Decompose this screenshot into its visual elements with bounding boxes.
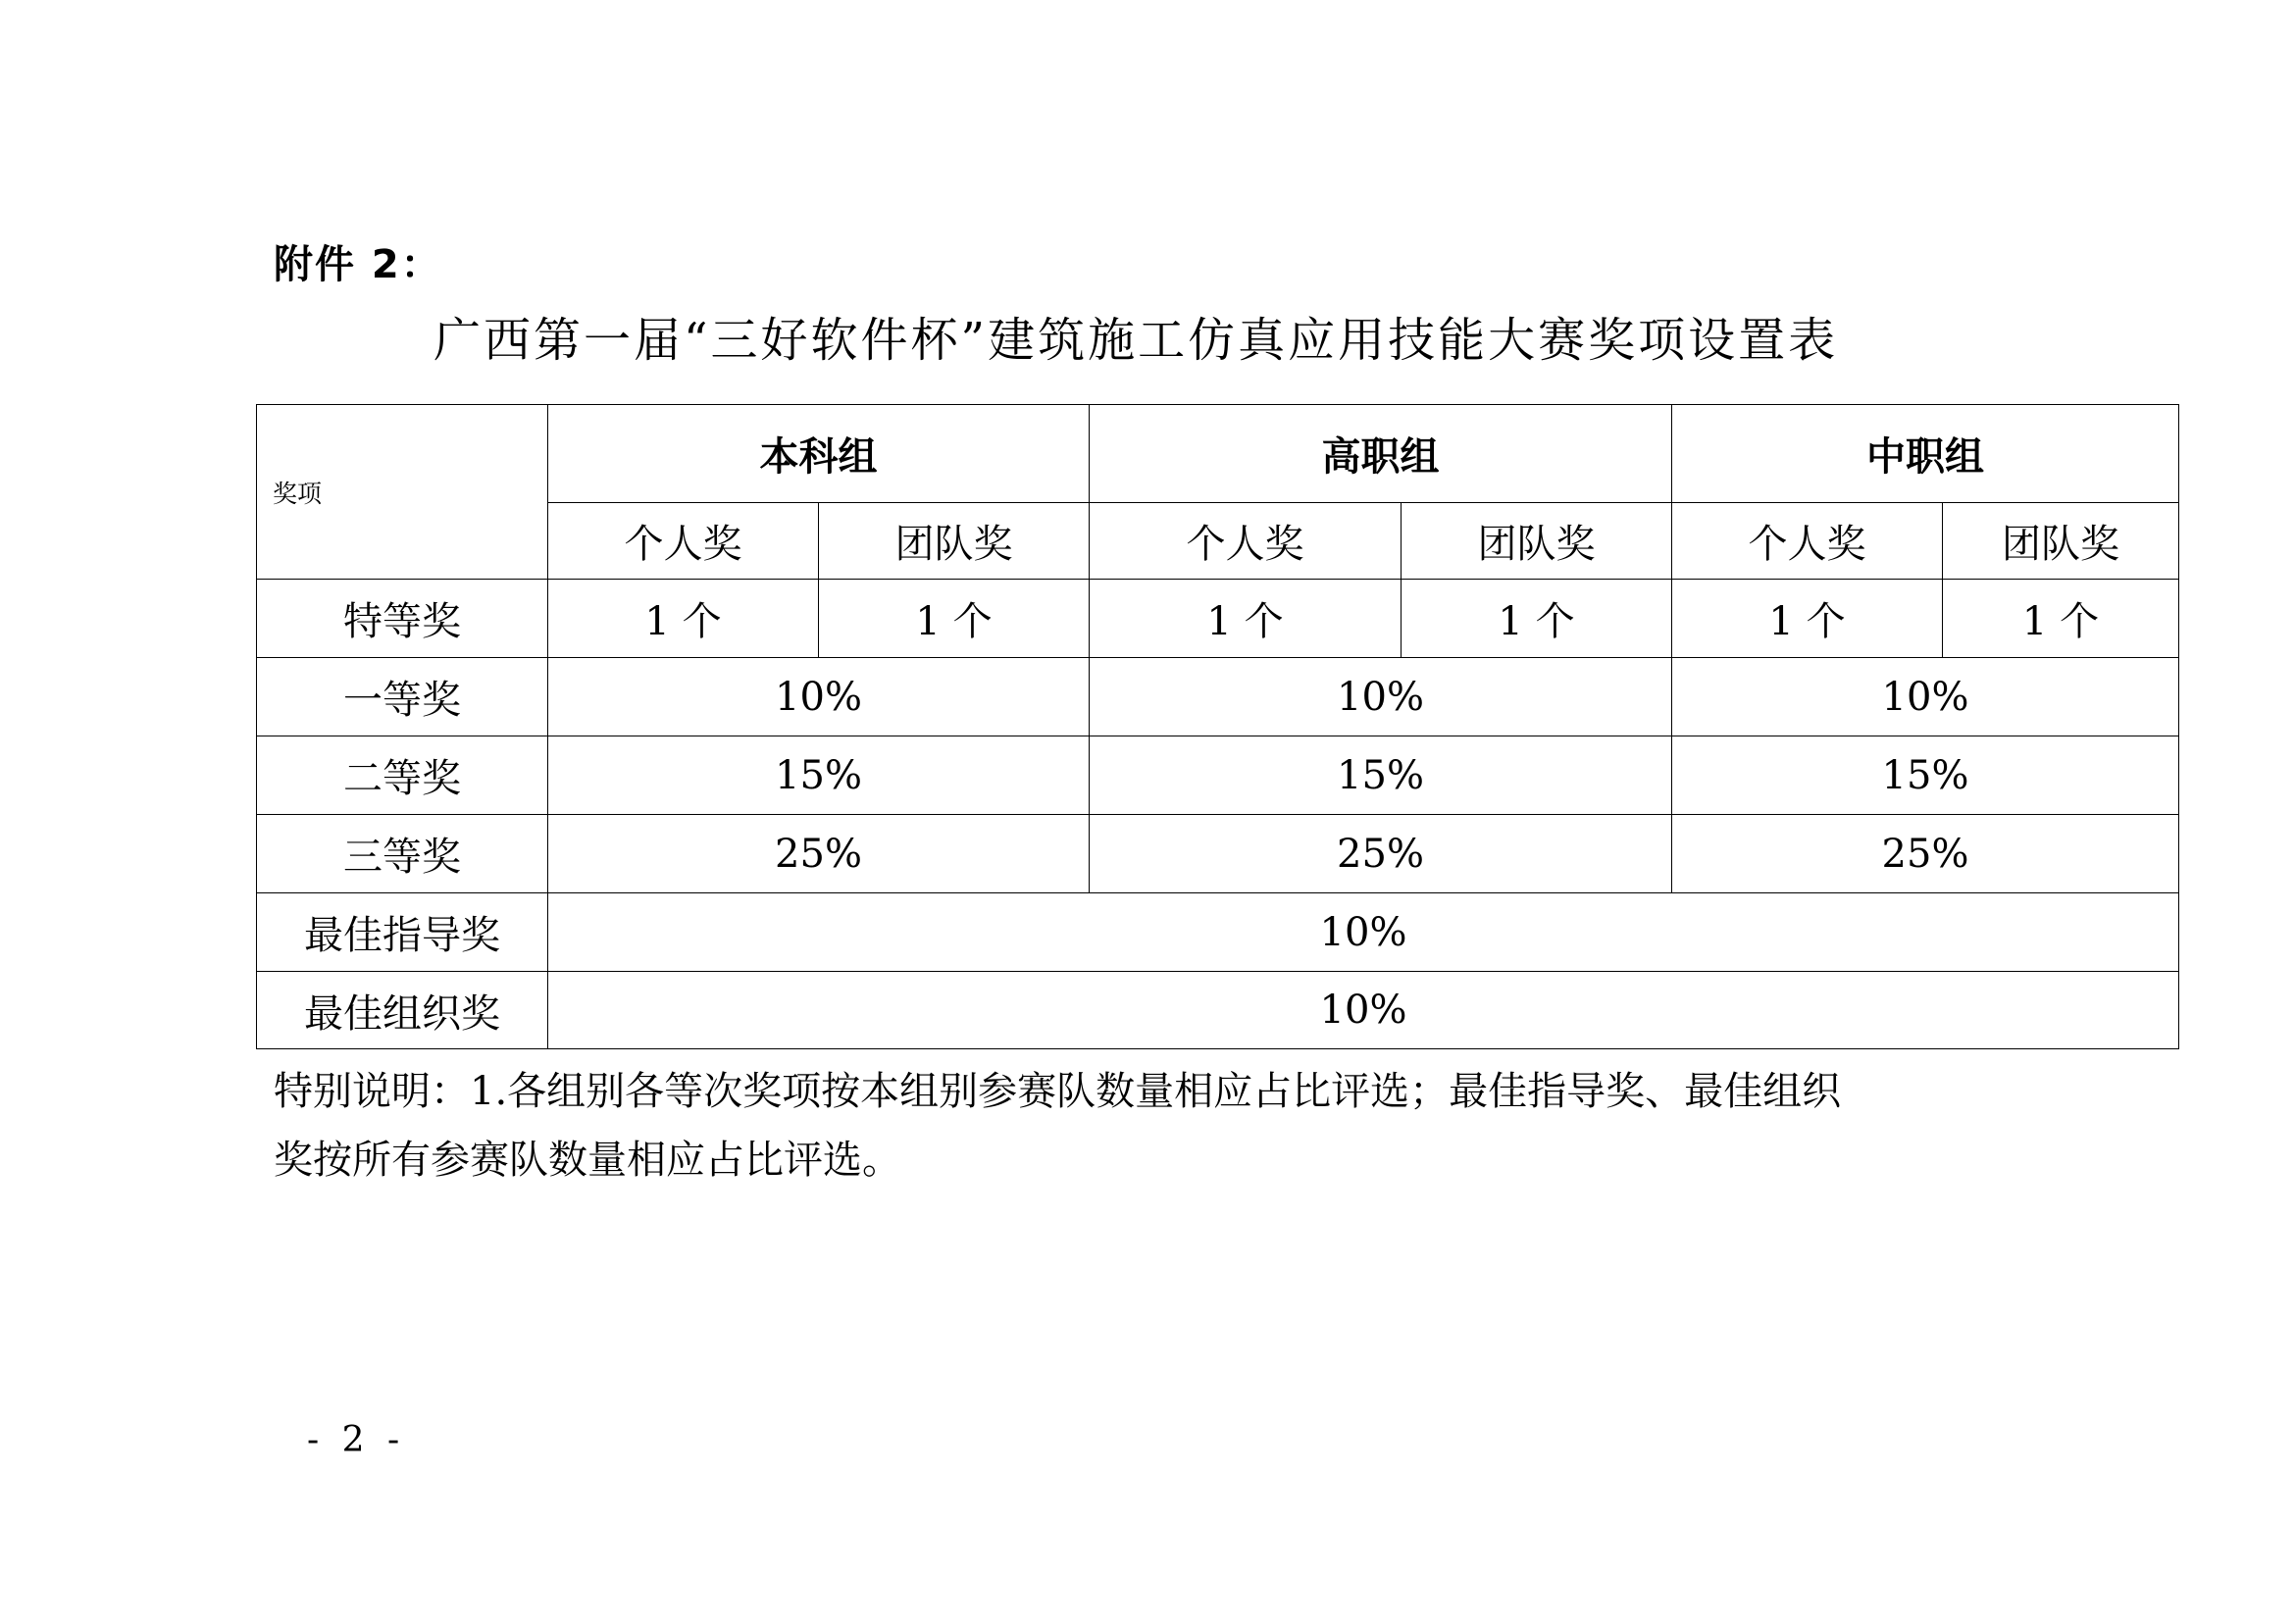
table-cell: 10% xyxy=(548,658,1090,736)
table-cell: 15% xyxy=(548,736,1090,815)
table-row xyxy=(257,658,2179,736)
table-cell: 15% xyxy=(1090,736,1672,815)
table-cell: 15% xyxy=(1672,736,2179,815)
group-header-secondary-vocational: 中职组 xyxy=(1672,405,2179,503)
table-row xyxy=(257,580,2179,658)
corner-label: 奖项 xyxy=(257,405,548,580)
special-note xyxy=(274,1057,2059,1194)
table-row xyxy=(257,893,2179,972)
table-row xyxy=(257,815,2179,893)
note-line-2: 奖按所有参赛队数量相应占比评选。 xyxy=(274,1138,901,1183)
table-cell: 1 个 xyxy=(1402,580,1672,658)
table-cell: 1 个 xyxy=(1090,580,1402,658)
note-line-1: 特别说明：1.各组别各等次奖项按本组别参赛队数量相应占比评选；最佳指导奖、最佳组织 xyxy=(274,1069,1842,1114)
row-label-best-organization: 最佳组织奖 xyxy=(257,972,548,1049)
subheader-individual: 个人奖 xyxy=(1672,503,1943,580)
row-label-second-prize: 二等奖 xyxy=(257,736,548,815)
table-cell: 10% xyxy=(548,893,2179,972)
table-cell: 1 个 xyxy=(1672,580,1943,658)
group-header-higher-vocational: 高职组 xyxy=(1090,405,1672,503)
table-row xyxy=(257,736,2179,815)
subheader-team: 团队奖 xyxy=(1943,503,2179,580)
page-number: - 2 - xyxy=(307,1420,406,1460)
row-label-best-instructor: 最佳指导奖 xyxy=(257,893,548,972)
attachment-label: 附件 2： xyxy=(274,242,442,287)
table-row xyxy=(257,972,2179,1049)
row-label-special-prize: 特等奖 xyxy=(257,580,548,658)
subheader-individual: 个人奖 xyxy=(1090,503,1402,580)
table-cell: 10% xyxy=(1090,658,1672,736)
subheader-team: 团队奖 xyxy=(1402,503,1672,580)
table-cell: 25% xyxy=(1672,815,2179,893)
award-settings-table xyxy=(256,404,2179,1049)
table-cell: 25% xyxy=(1090,815,1672,893)
row-label-first-prize: 一等奖 xyxy=(257,658,548,736)
document-title: 广西第一届“三好软件杯”建筑施工仿真应用技能大赛奖项设置表 xyxy=(433,313,1839,368)
group-header-undergraduate: 本科组 xyxy=(548,405,1090,503)
table-cell: 25% xyxy=(548,815,1090,893)
subheader-individual: 个人奖 xyxy=(548,503,819,580)
row-label-third-prize: 三等奖 xyxy=(257,815,548,893)
table-cell: 1 个 xyxy=(1943,580,2179,658)
table-cell: 1 个 xyxy=(548,580,819,658)
table-cell: 10% xyxy=(1672,658,2179,736)
table-cell: 10% xyxy=(548,972,2179,1049)
table-header-row xyxy=(257,405,2179,503)
table-cell: 1 个 xyxy=(819,580,1090,658)
subheader-team: 团队奖 xyxy=(819,503,1090,580)
